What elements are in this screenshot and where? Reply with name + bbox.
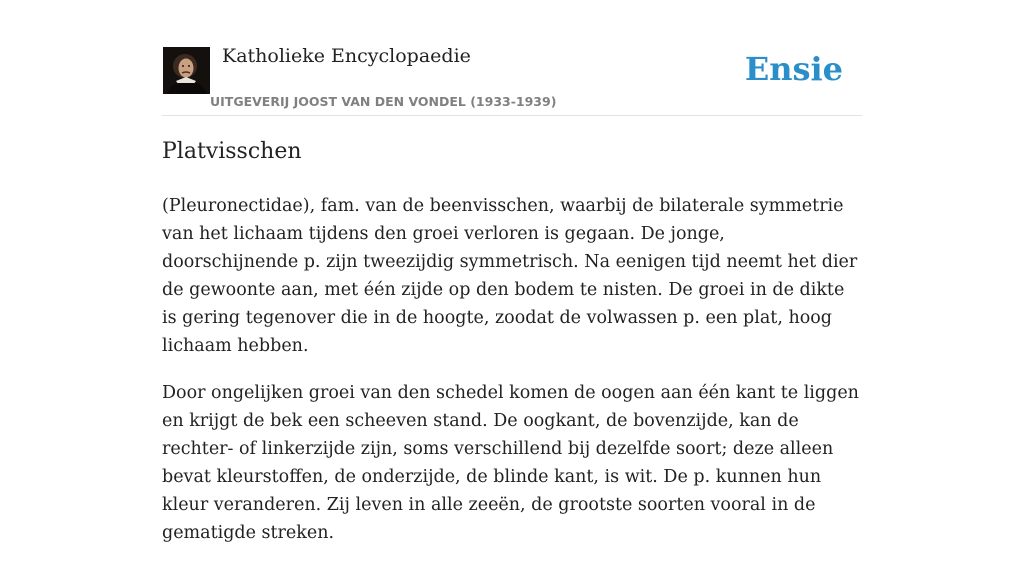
publisher-label: UITGEVERIJ JOOST VAN DEN VONDEL (1933-1939) <box>210 94 557 109</box>
article-paragraph: (Pleuronectidae), fam. van de beenvisschen, waarbij de bilaterale symmetrie van het lichaam tijdens den groei verloren is gegaan. De jonge, doorschijnende p. zijn tweezijdig symmetrisch. Na eenigen tijd neemt het dier de gewoonte aan, met één zijde op den bodem te nisten. De groei in de dikte is gering tegenover die in de hoogte, zoodat de volwassen p. een plat, hoog lichaam hebben. <box>162 196 858 356</box>
article-title: Platvisschen <box>162 139 302 164</box>
source-title[interactable]: Katholieke Encyclopaedie <box>222 45 471 67</box>
article-body <box>162 192 862 566</box>
article-paragraph: Door ongelijken groei van den schedel komen de oogen aan één kant te liggen en krijgt de bek een scheeven stand. De oogkant, de bovenzijde, kan de rechter- of linkerzijde zijn, soms verschillend bij dezelfde soort; deze alleen bevat kleurstoffen, de onderzijde, de blinde kant, is wit. De p. kunnen hun kleur veranderen. Zij leven in alle zeeën, de grootste soorten vooral in de gematigde streken. <box>162 383 859 543</box>
portrait-icon <box>163 47 210 94</box>
source-avatar[interactable] <box>163 47 210 94</box>
brand-logo-link[interactable]: Ensie <box>744 50 843 88</box>
source-header <box>162 0 862 116</box>
